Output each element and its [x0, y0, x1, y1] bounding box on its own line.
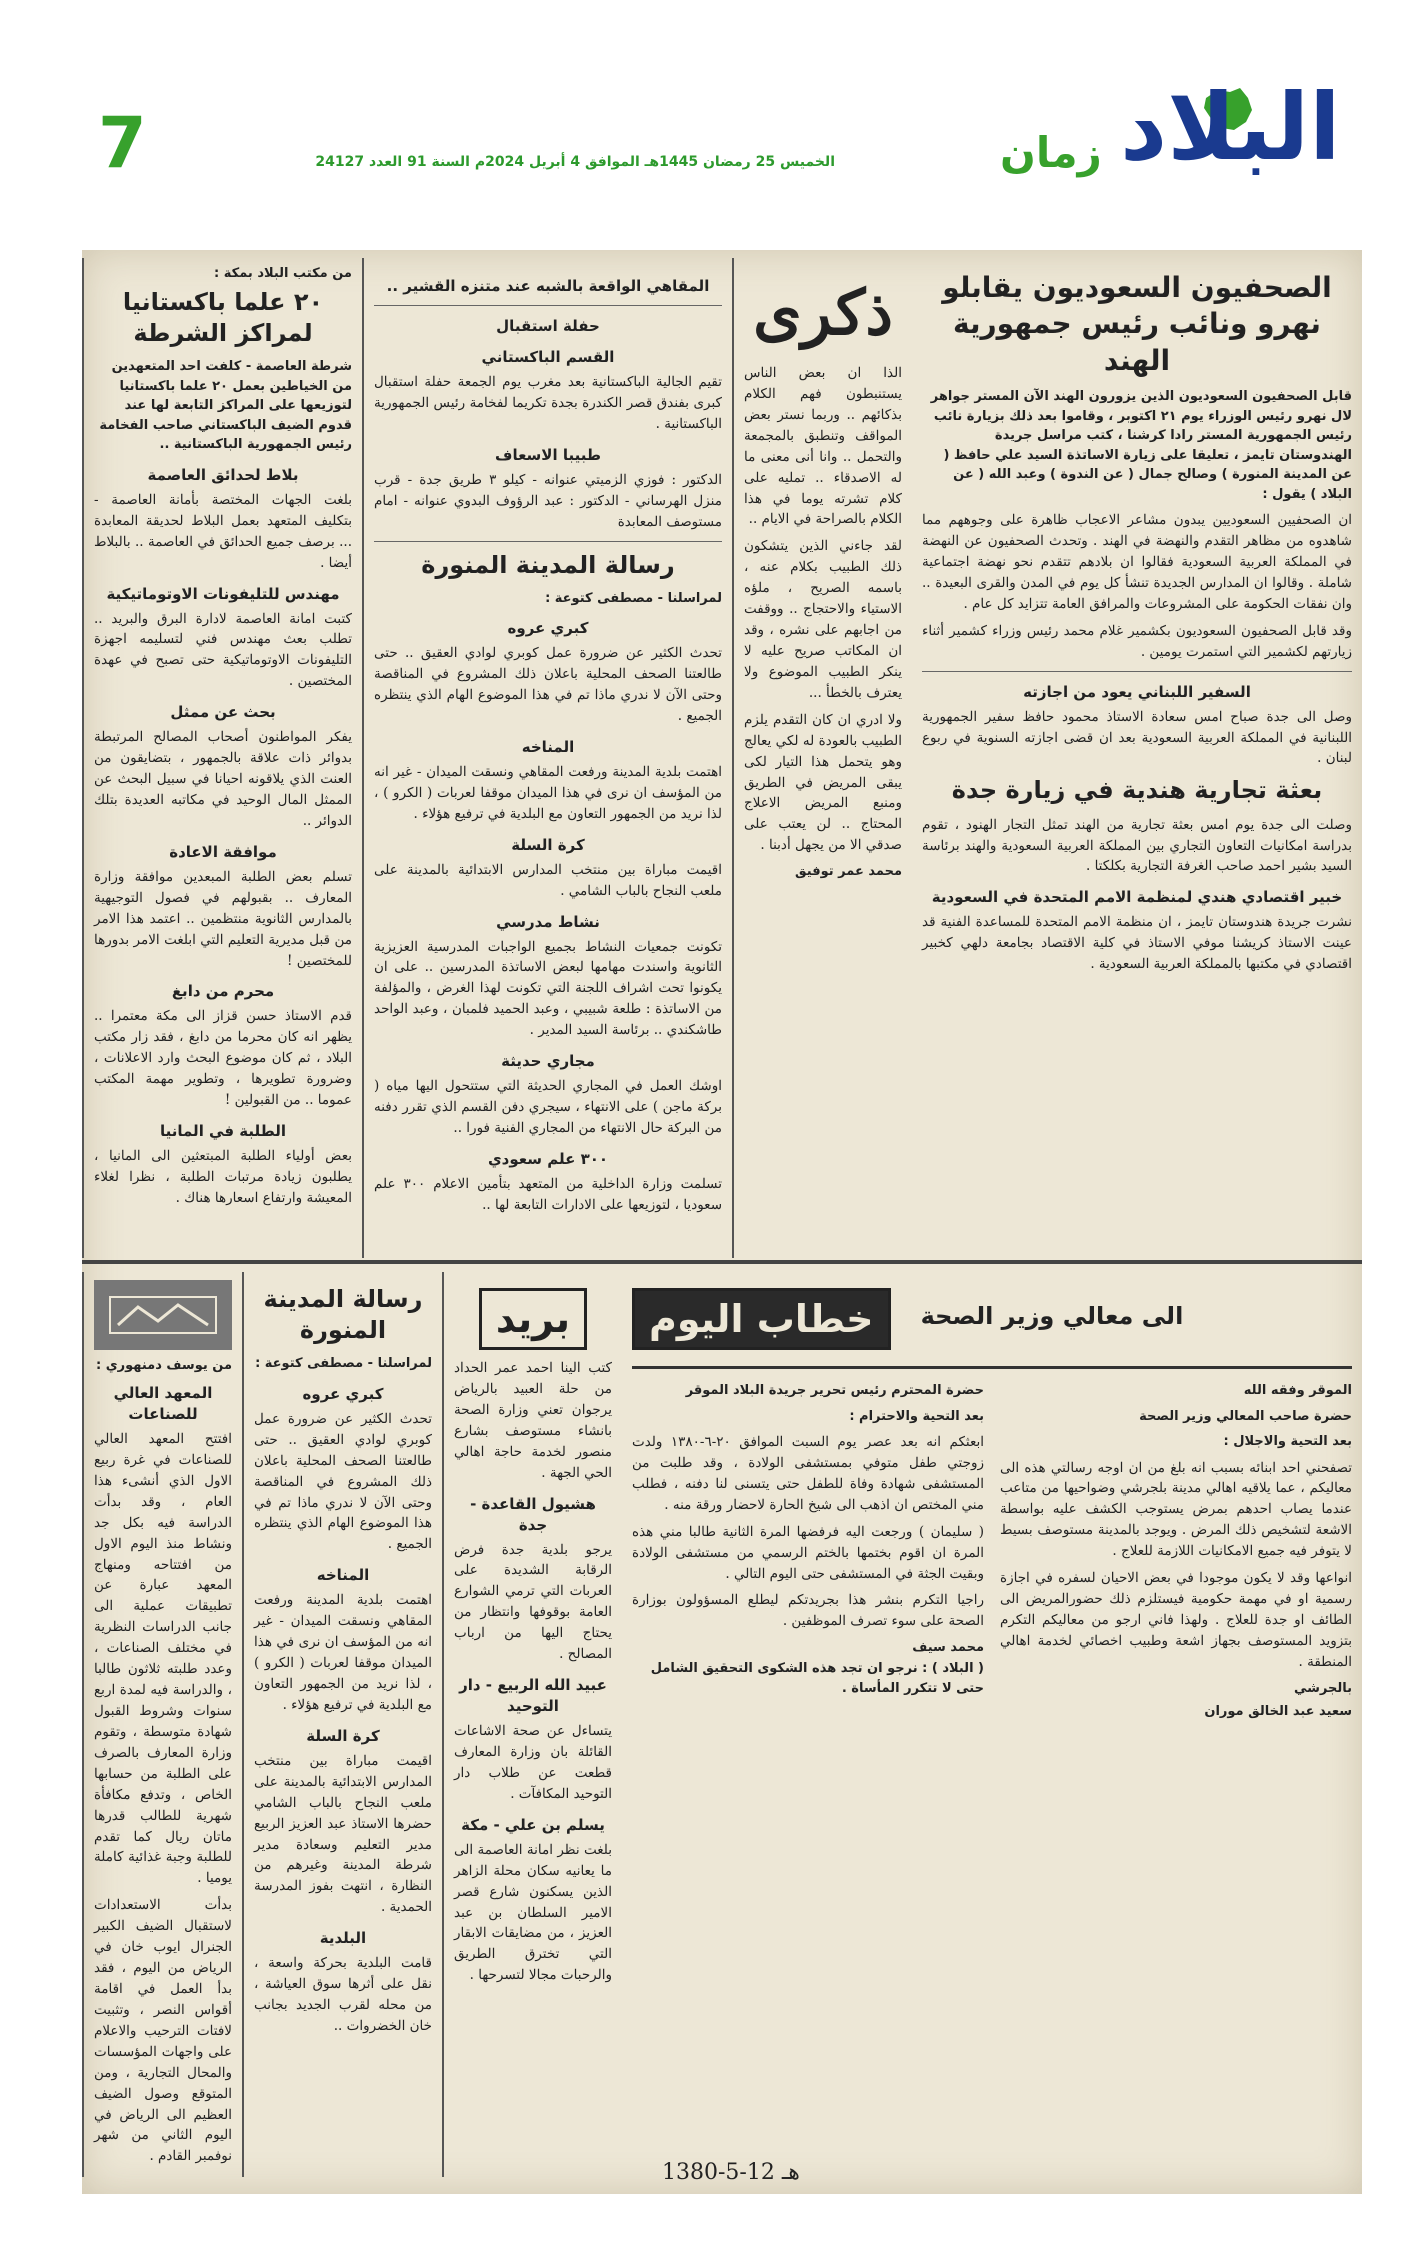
paragraph: بدأت الاستعدادات لاستقبال الضيف الكبير الجنرال ايوب خان في الرياض من اليوم ، فقد بدأ العمل في اقامة أقواس النصر ، وتثبيت لافتات الترحيب والاعلام على واجهات المؤسسات والمحال التجارية ، ومن المتوقع وصول الضيف العظيم الى الرياض في اليوم الثاني من شهر نوفمبر القادم . — [94, 1897, 232, 2165]
subhead: المناخه — [316, 1566, 370, 1585]
subhead: السفير اللبناني يعود من اجازته — [1023, 682, 1251, 701]
byline: لمراسلنا - مصطفى كتوعة : — [545, 590, 722, 606]
band-divider — [82, 1260, 1362, 1264]
paragraph: بلغت نظر امانة العاصمة الى ما يعانيه سكان محلة الزاهر الذين يسكنون شارع قصر الامير السلطان بن عبد العزيز ، من مضايقات الابقار التي تخترق الطريق والرحبات مجالا لتسرحها . — [454, 1841, 612, 1984]
subhead: بحث عن ممثل — [170, 703, 276, 722]
subhead: القسم الباكستاني — [481, 348, 615, 366]
byline: لمراسلنا - مصطفى كتوعة : — [255, 1356, 432, 1372]
subhead: ٣٠٠ علم سعودي — [487, 1149, 609, 1168]
paragraph: قدم الاستاذ حسن قزاز الى مكة معتمرا .. يظهر انه كان محرما من دابغ ، فقد زار مكتب البلاد ، ثم كان موضوع البحث وارد الاعلانات ، وضرورة تطويرها ، وتطوير مهمة المكتب عموما .. من القبولين ! — [94, 1008, 352, 1109]
letter-header — [632, 1280, 1352, 1369]
divider — [922, 671, 1352, 672]
subhead: كرة السلة — [511, 835, 585, 854]
section-name: زمان — [1000, 128, 1102, 177]
page-number: 7 — [98, 102, 147, 184]
paragraph: تحدث الكثير عن ضرورة عمل كوبري لوادي العقيق .. حتى طالعتنا الصحف المحلية باعلان ذلك المشروع في المناقصة وحتى الآن لا ندري ماذا تم في هذا الموضوع الهام الذي ينتظره الجميع . — [374, 645, 722, 724]
column-title-letter-of-the-day: خطاب اليوم — [632, 1288, 891, 1350]
archived-newspaper-page — [82, 250, 1362, 2194]
divider — [374, 305, 722, 306]
signature-place: بالجرشي — [1293, 1680, 1352, 1696]
subhead: بلاط لحدائق العاصمة — [147, 465, 299, 484]
paragraph: لقد جاءني الذين يتشكون ذلك الطبيب بكلام عنه ، باسمه الصريح ، ملؤه الاستياء والاحتجاج .. ووقفت من اجابهم على نشره ، وقد ان المكاتب صريح عليه لا ينكر الطبيب الموضوع ولا يعترف بالخطأ ... — [744, 538, 902, 701]
article-column-india-visit — [912, 258, 1362, 1258]
subhead: هشيول القاعدة - جدة — [470, 1494, 596, 1534]
letter-part-two — [632, 1377, 984, 1719]
riyadh-banner-icon — [108, 1295, 218, 1335]
paragraph: انواعها وقد لا يكون موجودا في بعض الاحيان لسفره في اجازة رسمية او في مهمة حكومية فيستلزم ذلك حضورالمريض الى الطائف او جدة للعلاج . ولهذا فاني ارجو من معاليكم التكرم بتزويد المستوصف بجهاز اشعة وطبيب اخصائي لخدمة اهالي المنطقة . — [1000, 1570, 1352, 1670]
paragraph: اقيمت مباراة بين منتخب المدارس الابتدائية بالمدينة على ملعب النجاح بالباب الشامي حضرها الاستاذ عبد العزيز الربيع مدير التعليم وسعادة مدير شرطة المدينة وغيرهم من النظارة ، انتهت بفوز المدرسة الحمدية . — [254, 1752, 432, 1916]
paragraph: ابعثكم انه بعد عصر يوم السبت الموافق ٢٠-٦-١٣٨٠ ولدت زوجتي طفل متوفي بمستشفى الولادة ، وقد طلبت من المستشفى شهادة وفاة للطفل حتى يتسنى لنا دفنه ، فطلب مني المختص ان اذهب الى شيخ الحارة لاحضار ورقة منه . — [632, 1434, 984, 1513]
kicker: من يوسف دمنهوري : — [96, 1358, 232, 1373]
article-column-mecca-office — [82, 258, 362, 1258]
subhead: البلدية — [319, 1929, 367, 1948]
headline-medina-letter: رسالة المدينة المنورة — [421, 550, 675, 579]
headline-to-health-minister: الى معالي وزير الصحة — [920, 1302, 1184, 1331]
subhead: محرم من دابغ — [171, 982, 275, 1001]
paragraph: الذا ان بعض الناس يستنبطون فهم الكلام بذكائهم .. وربما نستر بعض المواقف وتنطبق بالمجمعة والتحمل .. وانا أنى معنى ما له الاصدقاء .. تمليه على كلام تشرته يوما في هذا الكلام بالصراحة في الايام .. — [744, 365, 902, 528]
subhead: المناخه — [521, 737, 575, 756]
paragraph: بعض أولياء الطلبة المبتعثين الى المانيا ، يطلبون زيادة مرتبات الطلبة ، نظرا لغلاء المعيشة وارتفاع اسعارها هناك . — [94, 1148, 352, 1206]
paragraph: يفكر المواطنون أصحاب المصالح المرتبطة بدوائر ذات علاقة بالجمهور ، بتضايقون من العنت الذي يلاقونه احيانا في سبيل البحث عن الممثل المال الوحيد في مكاتبه العديدة بتلك الدوائر .. — [94, 729, 352, 829]
paragraph: وصلت الى جدة يوم امس بعثة تجارية من الهند تمثل التجار الهنود ، تقوم بدراسة امكانيات التعاون التجاري بين المملكة العربية السعودية والهند برئاسة السيد بشير احمد صاحب الغرفة التجارية بكلكتا . — [922, 816, 1352, 875]
subhead: نشاط مدرسي — [496, 912, 600, 931]
paragraph: تسلمت وزارة الداخلية من المتعهد بتأمين الاعلام ٣٠٠ علم سعوديا ، لتوزيعها على الادارات التابعة لها .. — [374, 1175, 722, 1213]
paragraph: كتبت امانة العاصمة لادارة البرق والبريد .. تطلب بعث مهندس فني لتسليمه اجهزة التليفونات الاوتوماتيكية حتى تصبح في عهدة المختصين . — [94, 610, 352, 690]
headline-pakistani-flags: ٢٠ علما باكستانيا لمراكز الشرطة — [122, 288, 324, 348]
headline-indian-trade-mission: بعثة تجارية هندية في زيارة جدة — [951, 776, 1323, 805]
column-banner — [94, 1280, 232, 1350]
subhead: يسلم بن علي - مكة — [461, 1815, 605, 1834]
subhead: كبري عروه — [302, 1384, 384, 1403]
paragraph: يتساءل عن صحة الاشاعات القائلة بان وزارة المعارف قطعت عن طلاب دار التوحيد المكافآت . — [454, 1723, 612, 1802]
article-column-letter-of-the-day — [622, 1272, 1362, 2177]
letter-part-one — [1000, 1377, 1352, 1719]
greeting: حضرة المحترم رئيس تحرير جريدة البلاد الموقر — [685, 1383, 984, 1398]
paragraph: افتتح المعهد العالي للصناعات في غرة ربيع الاول الذي أنشىء هذا العام ، وقد بدأت الدراسة فيه بكل جد ونشاط منذ اليوم الاول من افتتاحه ومنهاج المعهد عبارة عن تطبيقات عملية الى جانب الدراسات النظرية في مختلف الصناعات ، وعدد طلبته ثلاثون طالبا ، والدراسة فيه لمدة اربع سنوات وشروط القبول شهادة متوسطة ، وتقوم وزارة المعارف بالصرف على الطلبة من حسابها الخاص ، وتدفع مكافأة شهرية للطالب قدرها ماتان ريال كما تقدم للطلبة وجبة غذائية كاملة يوميا . — [94, 1431, 232, 1887]
editor-note: ( البلاد ) : نرجو ان تجد هذه الشكوى التحقيق الشامل حتى لا تتكرر المأساة . — [650, 1661, 984, 1696]
paragraph: تسلم بعض الطلبة المبعدين موافقة وزارة المعارف .. بقبولهم في فصول التوجيهية بالمدارس الثانوية منتظمين .. اعتمد هذا الامر من قبل مديرية التعليم التي ابلغت الامر بدورها للمختصين ! — [94, 868, 352, 969]
greeting: حضرة صاحب المعالي وزير الصحة — [1139, 1408, 1352, 1424]
subhead: مجاري حديثة — [501, 1052, 595, 1071]
paragraph: وصل الى جدة صباح امس سعادة الاستاذ محمود حافظ سفير الجمهورية اللبنانية في المملكة العربية السعودية بعد ان قضى اجازته السنوية في ربوع لبنان . — [922, 708, 1352, 767]
subhead: المعهد العالي للصناعات — [113, 1384, 213, 1423]
masthead — [0, 0, 1420, 250]
author-signature: محمد سيف — [912, 1640, 984, 1656]
paragraph: يرجو بلدية جدة فرض الرقابة الشديدة على العربات التي ترمي الشوارع العامة بوقوفها وانتظار من يحتاج اليها من ارباب المصالح . — [454, 1541, 612, 1663]
paragraph: تصفحني احد ابنائه بسبب انه بلغ من ان اوجه رسالتي هذه الى معاليكم ، عما يلاقيه اهالي مدينة بلجرشي وضواحيها من متاعب عندما يصاب احدهم بمرض يستوجب الكشف عليه بواسطة الاشعة لتشخيص ذلك المرض . ويوجد بالمدينة مستوصف بسيط لا يتوفر فيه جميع الامكانيات اللازمة للعلاج . — [1000, 1459, 1352, 1560]
paragraph: تقيم الجالية الباكستانية بعد مغرب يوم الجمعة حفلة استقبال كبرى بفندق قصر الكندرة بجدة تكريما لفخامة رئيس الجمهورية الباكستانية . — [374, 374, 722, 432]
top-band — [82, 258, 1362, 1258]
newspaper-logo: البلاد — [1120, 74, 1341, 181]
greeting: الموقر وفقه الله — [1243, 1383, 1352, 1398]
subhead: عبيد الله الربيع - دار التوحيد — [459, 1676, 607, 1716]
article-column-medina-letter — [242, 1272, 442, 2177]
lead-paragraph: قابل الصحفيون السعوديون الذين يزورون الهند الآن المستر جواهر لال نهرو رئيس الوزراء يوم ٢١ اكتوبر ، وقاموا بعد ذلك بزيارة نائب رئيس الجمهورية المستر رادا كرشنا ، كتب مراسل جريدة الهندوستان تايمز ، تعليقا على زيارة الاساتذة السيد علي حافظ ( عن المدينة المنورة ) وصالح جمال ( عن الندوة ) وعبد الله ( عن البلاد ) يقول : — [930, 389, 1352, 502]
paragraph: ولا ادري ان كان التقدم يلزم الطبيب بالعودة له لكي يعالج وهو يتحمل هذا التيار لكى يبقى المريض في الطريق ومنبع المريض الاعلاج المحتاج .. لن يعتب على صدقي الا من يجهل أدبنا . — [744, 711, 902, 854]
paragraph: اهتمت بلدية المدينة ورفعت المقاهي ونسقت الميدان - غير انه من المؤسف ان نرى في هذا الميدان موقفا لعربات ( الكرو ) ، لذا نريد من الجمهور التعاون مع البلدية في ترفيع هؤلاء . — [374, 763, 722, 822]
headline-saudi-journalists-nehru: الصحفيون السعوديون يقابلو نهرو ونائب رئيس جمهورية الهند — [942, 271, 1332, 377]
subhead: طبيبا الاسعاف — [495, 445, 601, 464]
paragraph: تحدث الكثير عن ضرورة عمل كوبري لوادي العقيق .. حتى طالعتنا الصحف المحلية باعلان ذلك المشروع في المناقصة وحتى الآن لا ندري ماذا تم في هذا الموضوع الهام الذي ينتظره الجميع . — [254, 1410, 432, 1553]
archive-date: 1380-5-12 هـ — [662, 2160, 800, 2185]
paragraph: الدكتور : فوزي الزميتي عنوانه - كيلو ٣ طريق جدة - قرب منزل الهرساني - الدكتور : عبد الرؤوف البدوي عنوانه - امام مستوصف المعابدة — [374, 471, 723, 530]
paragraph: ان الصحفيين السعوديين يبدون مشاعر الاعجاب ظاهرة على وجوههم مما شاهدوه من مظاهر التقدم والنهضة في الهند . وتحدث الصحفيون عن النهضة في المملكة العربية السعودية فقالوا ان بلادهم تتقدم نحو نهضة اجتماعية شاملة . وقالوا ان المدارس الجديدة تنشأ كل يوم في المدن والقرى البعيدة .. وان نفقات الحكومة على المشروعات والمرافق العامة تتزايد كل عام . — [922, 512, 1352, 612]
paragraph: اقيمت مباراة بين منتخب المدارس الابتدائية بالمدينة على ملعب النجاح بالباب الشامي . — [374, 861, 722, 899]
author-signature: محمد عمر توفيق — [795, 864, 902, 880]
article-column-industrial-institute — [82, 1272, 242, 2177]
column-title-thikra: ذكرى — [753, 276, 893, 349]
greeting: بعد التحية والاجلال : — [1223, 1434, 1352, 1449]
paragraph: قامت البلدية بحركة واسعة ، نقل على أثرها سوق العياشة ، من محله لقرب الجديد بجانب خان الخضروات .. — [254, 1955, 432, 2034]
greeting: بعد التحية والاحترام : — [849, 1408, 984, 1424]
headline-medina-letter: رسالة المدينة المنورة — [263, 1285, 423, 1345]
paragraph: وقد قابل الصحفيون السعوديون بكشمير غلام محمد رئيس وزراء كشمير أثناء زيارتهم لكشمير التي استمرت يومين . — [922, 622, 1352, 660]
lead-paragraph: شرطة العاصمة - كلفت احد المتعهدين من الخياطين بعمل ٢٠ علما باكستانيا لتوزيعها على المراكز التابعة لها عند قدوم الضيف الباكستاني صاحب الفخامة رئيس الجمهورية الباكستانية .. — [99, 359, 352, 453]
column-title-mail: بريد — [479, 1288, 587, 1350]
subhead: كرة السلة — [306, 1726, 380, 1745]
paragraph: نشرت جريدة هندوستان تايمز ، ان منظمة الامم المتحدة للمساعدة الفنية قد عينت الاستاذ كريشنا موفي الاستاذ في كلية الاقتصاد بجامعة دلهي كخبير اقتصادي في مكتبها بالمملكة العربية السعودية . — [922, 914, 1352, 973]
subhead: الطلبة في المانيا — [159, 1122, 287, 1141]
paragraph: ( سليمان ) ورجعت اليه فرفضها المرة الثانية طالبا مني هذه المرة ان اقوم بختمها بالختم الرسمي من مستشفى الولادة وبقيت الجثة في المستشفى حتى اليوم التالي . — [632, 1523, 984, 1582]
author-signature: سعيد عبد الخالق موران — [1204, 1703, 1352, 1719]
paragraph: اهتمت بلدية المدينة ورفعت المقاهي ونسقت الميدان - غير انه من المؤسف ان نرى في هذا الميدان موقفا لعربات ( الكرو ) ، لذا نريد من الجمهور التعاون مع البلدية في ترفيع هؤلاء . — [254, 1592, 432, 1713]
paragraph: اوشك العمل في المجاري الحديثة التي ستتحول اليها مياه ( بركة ماجن ) على الانتهاء ، سيجري دفن القسم الذي تقرر دفنه من البركة حال الانتهاء من المجاري الفنية فورا .. — [374, 1078, 722, 1136]
subhead: مهندس للتليفونات الاوتوماتيكية — [106, 584, 340, 603]
kicker: من مكتب البلاد بمكة : — [214, 266, 352, 281]
issue-date-line: الخميس 25 رمضان 1445هـ الموافق 4 أبريل 2024م السنة 91 العدد 24127 — [315, 154, 835, 170]
letter-columns — [632, 1377, 1352, 1719]
paragraph: كتب الينا احمد عمر الحداد من حلة العبيد بالرياض يرجوان تعني وزارة الصحة بانشاء مستوصف بشارع منصور لخدمة حاجة اهالي الحي الجهة . — [454, 1360, 612, 1481]
paragraph: راجيا التكرم بنشر هذا بجريدتكم ليطلع المسؤولون بوزارة الصحة على سوء تصرف الموظفين . — [632, 1592, 984, 1630]
paragraph: تكونت جمعيات النشاط بجميع الواجبات المدرسية العزيزية الثانوية واسندت مهامها لبعض الاساتذة المدرسين .. على ان يكونوا تحت اشراف اللجنة التي تكونت لهذا الغرض ، والمؤلفة من الاساتذة : طلعة شبيبي ، وعبد الحميد فلمبان ، وعبد الواحد طاشكندي .. برئاسة السيد المدير . — [374, 938, 722, 1039]
divider — [374, 541, 722, 542]
bottom-band — [82, 1272, 1362, 2177]
subhead: كبري عروه — [507, 619, 589, 638]
paragraph: بلغت الجهات المختصة بأمانة العاصمة - بتكليف المتعهد بعمل البلاط لحديقة المعابدة ... برصف جميع الحدائق في العاصمة .. بالبلاط أيضا . — [94, 491, 352, 571]
subhead: خبير اقتصادي هندي لمنظمة الامم المتحدة في السعودية — [931, 888, 1343, 907]
subhead: موافقة الاعادة — [169, 842, 277, 861]
article-column-thikra — [732, 258, 912, 1258]
article-column-local-news — [362, 258, 732, 1258]
subhead: المقاهي الواقعة بالشبه عند متنزه القشير .. — [386, 277, 710, 295]
article-column-mail — [442, 1272, 622, 2177]
subhead: حفلة استقبال — [496, 317, 600, 335]
